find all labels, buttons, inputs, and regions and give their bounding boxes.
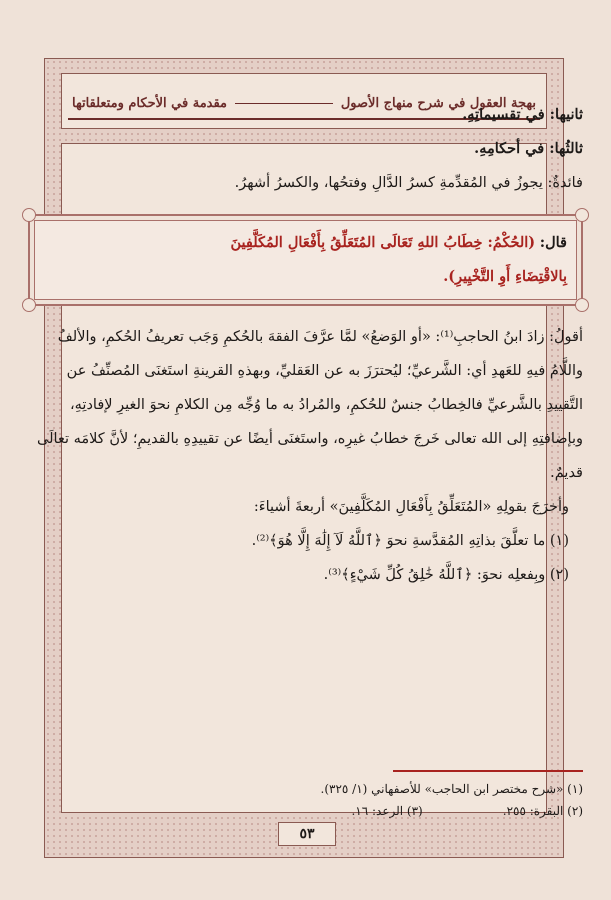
commentary-intro-list: وأخرَجَ بقولِهِ «المُتَعَلِّقُ بِأَفْعَالِ المُكَلَّفِينَ» أربعةَ أشياءَ:: [253, 499, 569, 515]
list-item-2: (٢) وبِفعلِه نحوَ: ﴿ٱللَّهُ خَٰلِقُ كُلِّ شَيْءٍ﴾⁽³⁾.: [323, 567, 569, 583]
footnote-2: (٢) البقرة: ٢٥٥.: [502, 804, 583, 818]
corner-ornament: [575, 298, 589, 312]
commentary-paragraph: أقولُ: زادَ ابنُ الحاجبِ⁽¹⁾: «أو الوَضعُ» لمَّا عرَّفَ الفقهَ بالحُكمِ وَجَب تعريفُ الحُكمِ، والألفُ واللَّامُ فيهِ للعَهدِ أي: الشَّرعيِّ؛ ليُحترَزَ به عن العَقليِّ، وبهذهِ القرينةِ استَغنَى المُصنِّفُ عن التَّقييدِ بالشَّرعيِّ فالخِطابُ جنسٌ للحُكمِ، والمُرادُ به ما وُجِّه مِن الكلامِ نحوَ الغيرِ لإفادتِهِ، وبإضافتِهِ إلى الله تعالى خَرجَ خطابُ غيرِه، واستَغنَى أيضًا عن تقييدِهِ بالقديمِ؛ لأنَّ كلامَه تعالَى قديمٌ.: [37, 329, 583, 481]
line-note: فائدةٌ: يجوزُ في المُقدِّمةِ كسرُ الدَّالِ وفتحُها، والكسرُ أشهرُ.: [234, 175, 583, 191]
line-third: ثالثُها: في أحكامِهِ.: [474, 140, 583, 157]
footnote-rule: [393, 770, 583, 772]
footnotes: [28, 770, 583, 822]
corner-ornament: [575, 208, 589, 222]
list-item-1: (١) ما تعلَّقَ بذاتِهِ المُقدَّسةِ نحوَ ﴿ٱللَّهُ لَآ إِلَٰهَ إِلَّا هُوَ﴾⁽²⁾.: [251, 533, 569, 549]
book-title: بهجة العقول في شرح منهاج الأصول: [340, 96, 536, 111]
line-second: ثانيها: في تقسيماتِهِ.: [462, 106, 583, 123]
corner-ornament: [22, 298, 36, 312]
quote-text-2: بِالاقْتِضَاءِ أَوِ التَّخْيِيرِ).: [443, 268, 567, 285]
quote-text-1: (الحُكْمُ: خِطَابُ اللهِ تَعَالَى المُتَعَلِّقُ بِأَفْعَالِ المُكَلَّفِينَ: [230, 234, 536, 251]
matn-quote-box: [28, 214, 583, 306]
corner-ornament: [22, 208, 36, 222]
footnote-3: (٣) الرعد: ١٦.: [351, 804, 423, 818]
main-text: [28, 98, 583, 592]
quote-prefix: قال:: [539, 234, 567, 251]
footnote-1: (١) «شرح مختصر ابن الحاجب» للأصفهاني (١/ ٣٢٥).: [320, 782, 583, 796]
chapter-title: مقدمة في الأحكام ومتعلقاتها: [72, 96, 228, 111]
page-number: ٥٣: [278, 822, 336, 846]
footnote-row: [28, 800, 583, 822]
